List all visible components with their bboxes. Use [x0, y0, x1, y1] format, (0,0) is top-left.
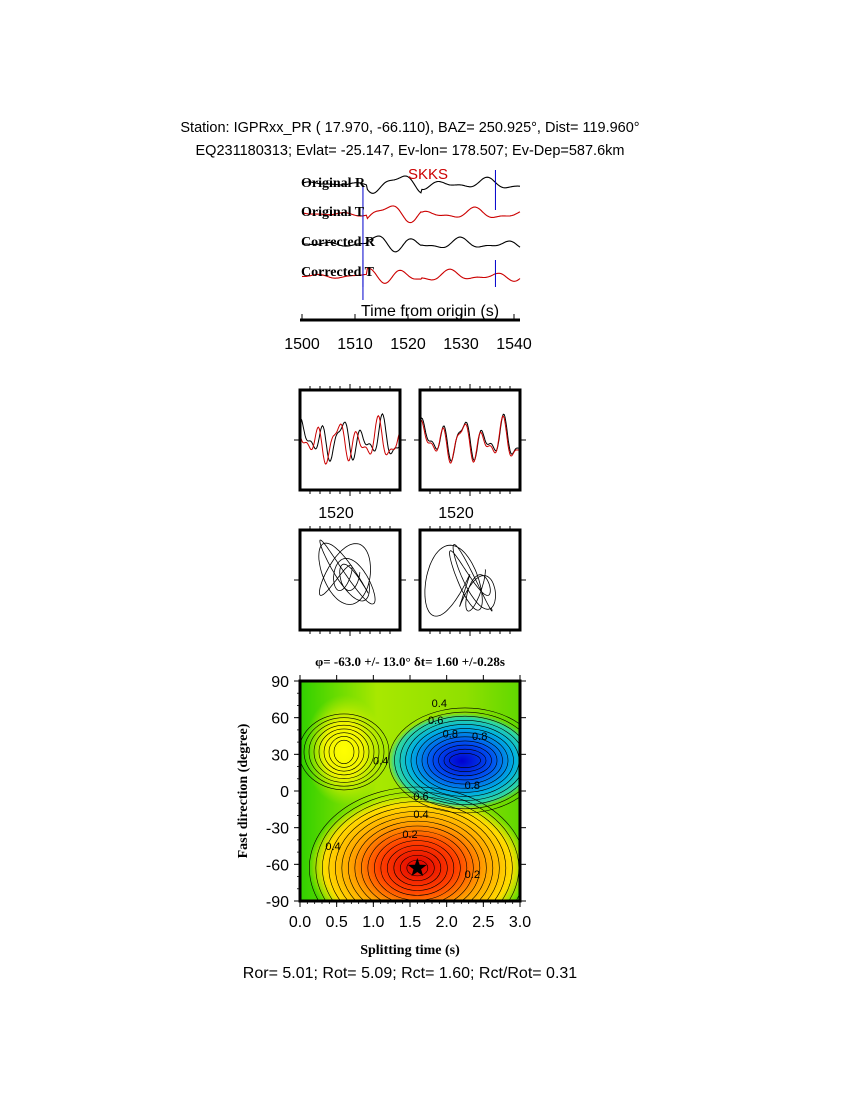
x-axis-title: Splitting time (s): [360, 943, 460, 958]
contour-label: 0.2: [402, 828, 418, 841]
trace-label-corrected-t: Corrected T: [301, 265, 374, 280]
particle-motion-trace: [425, 545, 496, 617]
energy-grid-heatmap: [266, 674, 541, 949]
contour-label: 0.6: [413, 790, 429, 803]
wave-panel-corrected: [414, 384, 526, 496]
trace-label-original-t: Original T: [301, 205, 365, 220]
y-tick-label: 0: [280, 784, 289, 801]
phase-label: SKKS: [408, 166, 449, 183]
x-tick-label: 3.0: [508, 914, 532, 931]
wave-panel-tick-label-left: 1520: [318, 505, 354, 522]
contour-label: 0.8: [472, 731, 488, 743]
time-tick-label: 1500: [284, 336, 320, 353]
splitting-result-title: φ= -63.0 +/- 13.0° δt= 1.60 +/-0.28s: [315, 654, 505, 669]
particle-motion-original: [294, 524, 406, 636]
traces-panel: [284, 166, 532, 353]
x-tick-label: 2.0: [435, 914, 458, 931]
station-info: Station: IGPRxx_PR ( 17.970, -66.110), BAZ= 250.925°, Dist= 119.960°: [180, 120, 640, 136]
x-tick-label: 0.5: [325, 914, 348, 931]
time-tick-label: 1530: [443, 336, 479, 353]
y-tick-label: -30: [265, 820, 289, 838]
time-axis-label: Time from origin (s): [360, 303, 500, 320]
wave-panel-original: [294, 384, 406, 496]
summary-ratios: Ror= 5.01; Rot= 5.09; Rct= 1.60; Rct/Rot= 0.31: [242, 965, 578, 982]
x-tick-label: 2.5: [472, 914, 495, 931]
particle-motion-corrected: [414, 524, 526, 636]
particle-motion-trace: [319, 540, 375, 604]
time-tick-label: 1520: [390, 336, 426, 353]
time-tick-label: 1540: [496, 336, 532, 353]
y-tick-label: 60: [271, 710, 289, 728]
x-tick-label: 1.5: [398, 914, 422, 931]
y-tick-label: 90: [271, 674, 289, 691]
y-tick-label: 30: [271, 747, 289, 765]
contour-label: 0.2: [464, 869, 480, 882]
contour-label: 0.8: [464, 779, 480, 792]
trace-label-original-r: Original R: [301, 176, 366, 191]
x-tick-label: 0.0: [288, 914, 312, 931]
contour-label: 0.6: [428, 715, 444, 728]
wave-panel-tick-label-right: 1520: [438, 505, 474, 522]
x-tick-label: 1.0: [362, 914, 385, 931]
contour-label: 0.4: [373, 755, 389, 768]
contour-label: 0.4: [325, 841, 341, 853]
event-info: EQ231180313; Evlat= -25.147, Ev-lon= 178.507; Ev-Dep=587.6km: [195, 143, 625, 159]
contour-label: 0.4: [413, 809, 429, 822]
time-tick-label: 1510: [337, 336, 373, 353]
y-tick-label: -90: [265, 894, 289, 911]
y-axis-title: Fast direction (degree): [236, 723, 251, 859]
contour-label: 0.8: [442, 728, 458, 741]
contour-label: 0.4: [431, 698, 447, 710]
y-tick-label: -60: [265, 857, 289, 875]
trace-label-corrected-r: Corrected R: [301, 235, 375, 250]
